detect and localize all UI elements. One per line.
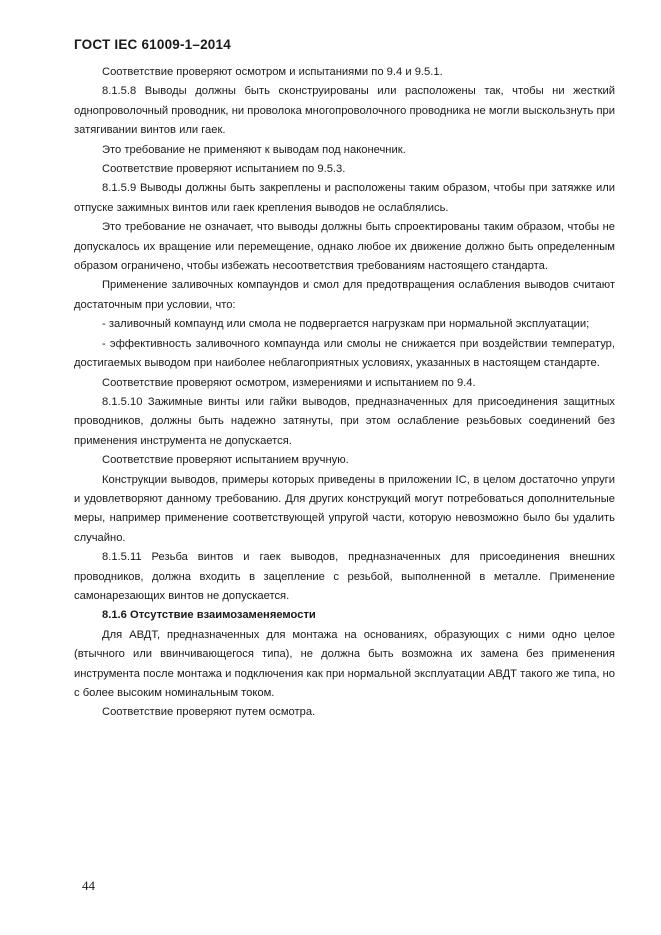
- page-number: 44: [82, 878, 95, 893]
- paragraph: Соответствие проверяют испытанием вручную.: [102, 454, 349, 467]
- document-body: [74, 63, 615, 723]
- paragraph: Соответствие проверяют испытанием по 9.5.3.: [102, 163, 346, 176]
- paragraph: Для АВДТ, предназначенных для монтажа на основаниях, образующих с ними одно целое (втычного или ввинчивающегося типа), не должна быть возможна их замена без применения инструмента после монтажа и подключения как при нормальной эксплуатации АВДТ такого же типа, но с более высоким номинальным током.: [74, 628, 615, 699]
- paragraph: Это требование не применяют к выводам под наконечник.: [102, 143, 406, 156]
- paragraph: 8.1.5.10 Зажимные винты или гайки выводов, предназначенных для присоединения защитных проводников, должны быть надежно затянуты, при этом ослабление резьбовых соединений без применения инструмента не допускается.: [74, 395, 615, 447]
- paragraph: Соответствие проверяют путем осмотра.: [102, 706, 316, 719]
- section-heading: 8.1.6 Отсутствие взаимозаменяемости: [102, 609, 316, 622]
- paragraph: 8.1.5.9 Выводы должны быть закреплены и расположены таким образом, чтобы при затяжке или отпуске зажимных винтов или гаек крепления выводов не ослаблялись.: [74, 182, 615, 214]
- document-header: ГОСТ IEC 61009-1–2014: [74, 37, 231, 52]
- paragraph: 8.1.5.11 Резьба винтов и гаек выводов, предназначенных для присоединения внешних проводников, должна входить в зацепление с резьбой, выполненной в металле. Применение самонарезающих винтов не допускается.: [74, 551, 615, 602]
- paragraph: Соответствие проверяют осмотром и испытаниями по 9.4 и 9.5.1.: [102, 66, 443, 78]
- paragraph: Соответствие проверяют осмотром, измерениями и испытанием по 9.4.: [102, 376, 476, 389]
- list-item: - заливочный компаунд или смола не подвергается нагрузкам при нормальной эксплуатации;: [102, 318, 590, 331]
- paragraph: Конструкции выводов, примеры которых приведены в приложении IC, в целом достаточно упруги и удовлетворяют данному требованию. Для других конструкций могут потребоваться дополнительные меры, например применение соответствующей упругой части, которую невозможно было бы удалить случайно.: [74, 473, 615, 544]
- paragraph: Применение заливочных компаундов и смол для предотвращения ослабления выводов считают достаточным при условии, что:: [74, 279, 615, 311]
- paragraph: 8.1.5.8 Выводы должны быть сконструированы или расположены так, чтобы ни жесткий однопроволочный проводник, ни проволока многопроволочного проводника не могли выскользнуть при затягивании винтов или гаек.: [74, 85, 615, 137]
- list-item: - эффективность заливочного компаунда или смолы не снижается при воздействии температур, достигаемых выводом при наиболее неблагоприятных условиях, указанных в настоящем стандарте.: [74, 337, 615, 370]
- paragraph: Это требование не означает, что выводы должны быть спроектированы таким образом, чтобы не допускалось их вращение или перемещение, однако любое их движение должно быть определенным образом ограничено, чтобы избежать несоответствия требованиям настоящего стандарта.: [74, 221, 615, 273]
